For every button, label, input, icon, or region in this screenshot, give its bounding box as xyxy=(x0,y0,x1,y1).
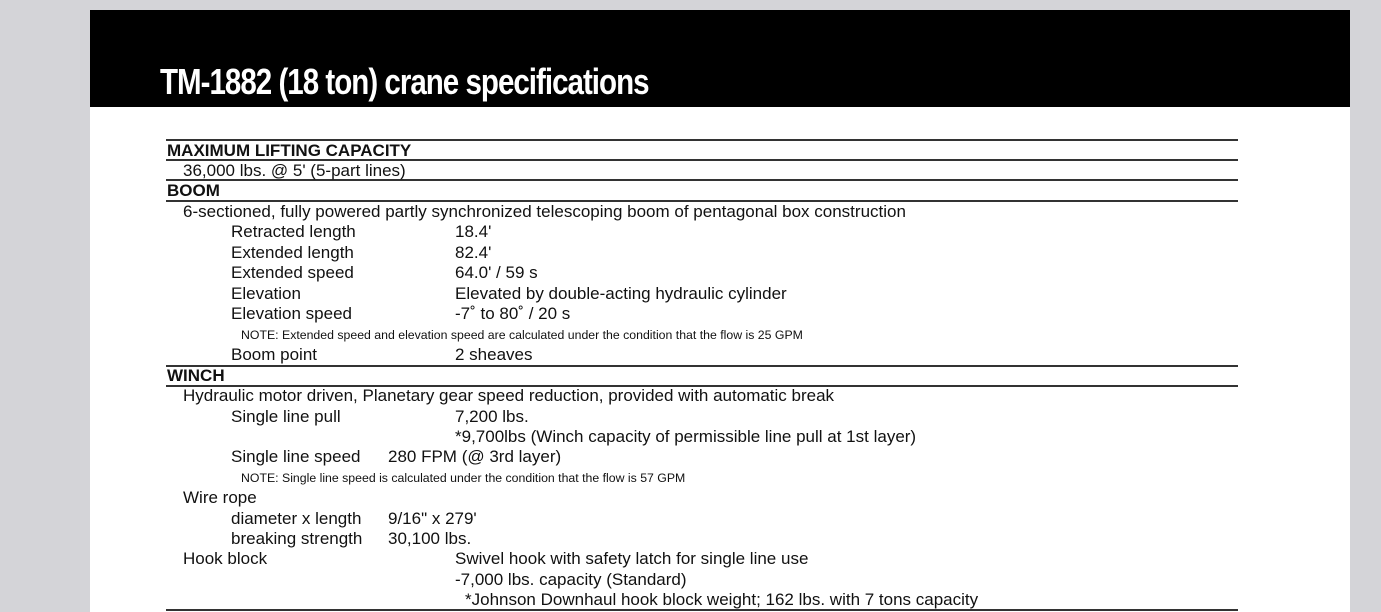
spec-label: diameter x length xyxy=(231,509,362,528)
spec-value: 280 FPM (@ 3rd layer) xyxy=(388,447,562,466)
spec-label: Extended length xyxy=(231,243,354,262)
spec-value: 30,100 lbs. xyxy=(388,529,472,548)
spec-label: Elevation speed xyxy=(231,304,352,323)
spec-label: Retracted length xyxy=(231,222,356,241)
wire-rope-label: Wire rope xyxy=(183,488,257,507)
divider xyxy=(166,365,1238,367)
section-heading-winch: WINCH xyxy=(167,366,225,385)
winch-note: NOTE: Single line speed is calculated under the condition that the flow is 57 GPM xyxy=(241,471,686,485)
capacity-value: 36,000 lbs. @ 5' (5-part lines) xyxy=(183,161,406,180)
boom-description: 6-sectioned, fully powered partly synchronized telescoping boom of pentagonal box construction xyxy=(183,202,906,221)
spec-label: breaking strength xyxy=(231,529,363,548)
spec-value: 9/16" x 279' xyxy=(388,509,477,528)
spec-label: Boom point xyxy=(231,345,317,364)
page-title: TM-1882 (18 ton) crane specifications xyxy=(160,61,649,102)
spec-value: 7,200 lbs. xyxy=(455,407,529,426)
spec-value: 82.4' xyxy=(455,243,492,262)
spec-value: -7,000 lbs. capacity (Standard) xyxy=(455,570,687,589)
spec-value: 64.0' / 59 s xyxy=(455,263,538,282)
spec-value: -7˚ to 80˚ / 20 s xyxy=(455,304,571,323)
spec-value: Swivel hook with safety latch for single line use xyxy=(455,549,809,568)
spec-label: Elevation xyxy=(231,284,301,303)
winch-description: Hydraulic motor driven, Planetary gear speed reduction, provided with automatic break xyxy=(183,386,835,405)
title-banner xyxy=(90,10,1350,107)
spec-label: Single line pull xyxy=(231,407,341,426)
section-heading-capacity: MAXIMUM LIFTING CAPACITY xyxy=(167,141,412,160)
spec-value: Elevated by double-acting hydraulic cylinder xyxy=(455,284,787,303)
spec-label: Extended speed xyxy=(231,263,354,282)
boom-note: NOTE: Extended speed and elevation speed are calculated under the condition that the flow is 25 GPM xyxy=(241,328,803,342)
spec-value: *9,700lbs (Winch capacity of permissible line pull at 1st layer) xyxy=(455,427,917,446)
spec-value: 18.4' xyxy=(455,222,492,241)
hook-block-label: Hook block xyxy=(183,549,268,568)
section-heading-boom: BOOM xyxy=(167,181,220,200)
spec-value: 2 sheaves xyxy=(455,345,533,364)
spec-label: Single line speed xyxy=(231,447,361,466)
spec-value: *Johnson Downhaul hook block weight; 162 lbs. with 7 tons capacity xyxy=(465,590,979,609)
spec-page xyxy=(90,10,1350,612)
